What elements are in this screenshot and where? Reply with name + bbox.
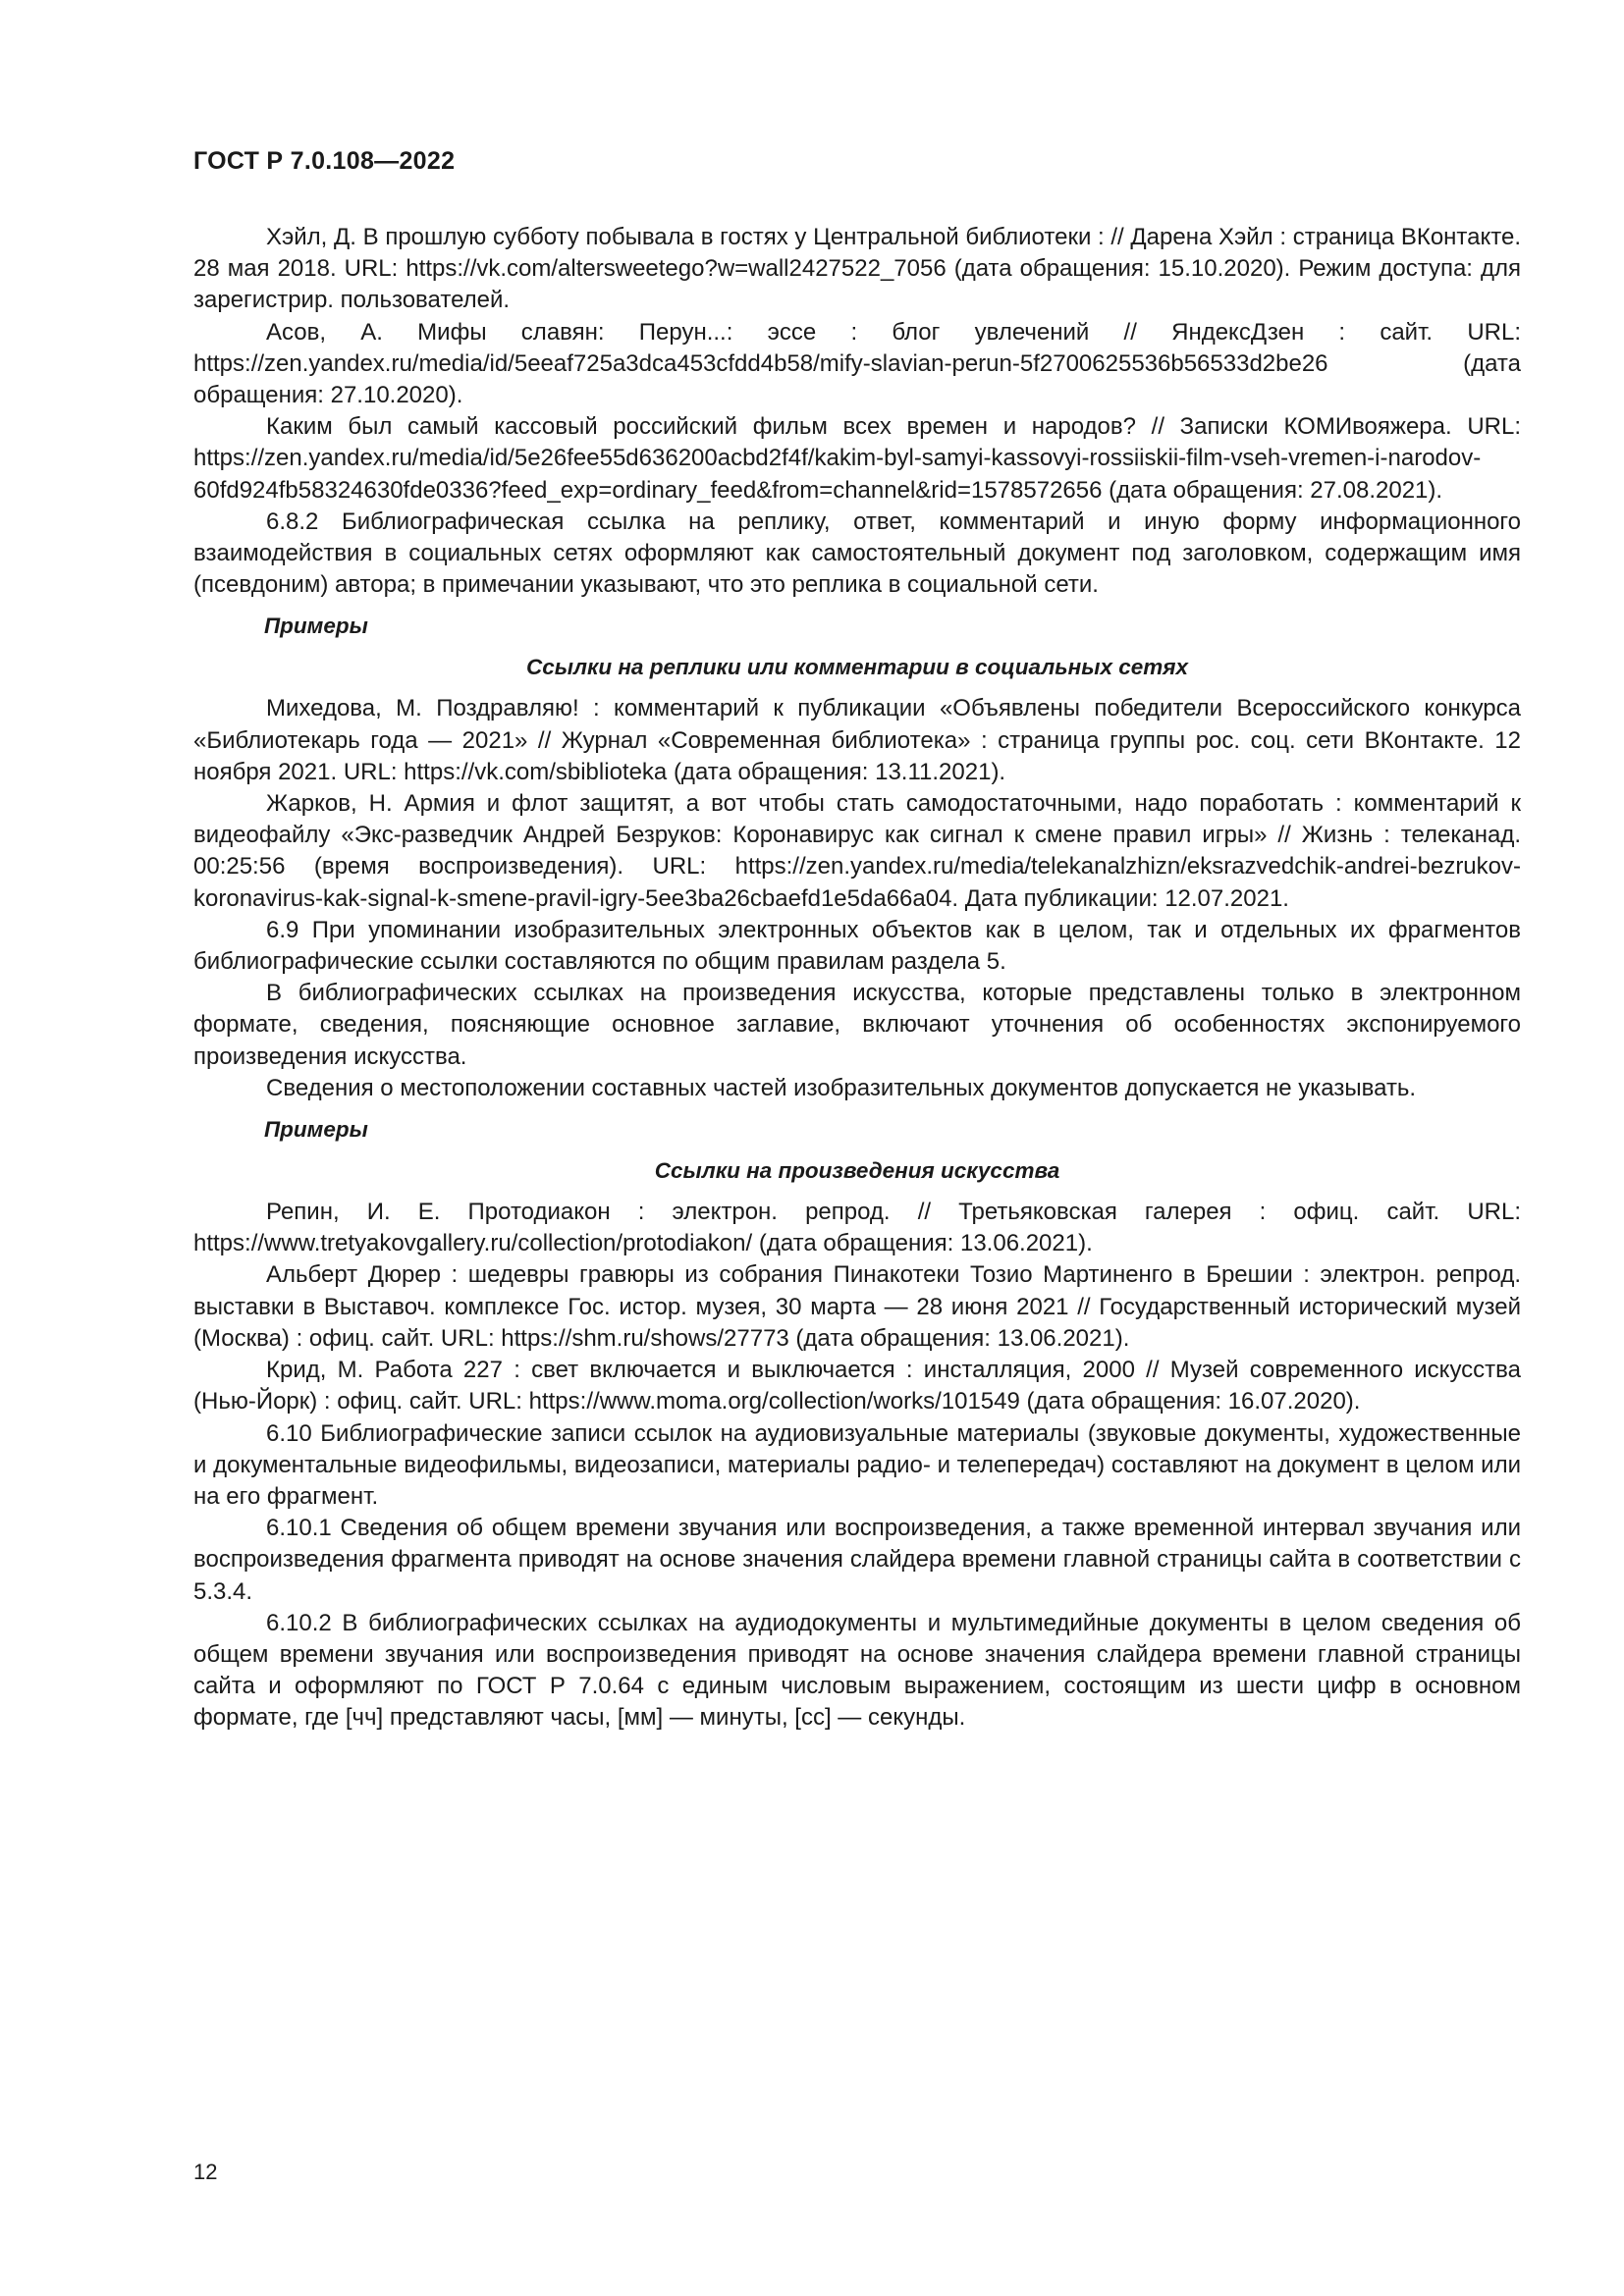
examples-label: Примеры (264, 614, 368, 639)
page-number: 12 (193, 2160, 218, 2184)
examples-label: Примеры (264, 1117, 368, 1143)
examples-title: Ссылки на реплики или комментарии в социальных сетях (525, 655, 1189, 680)
citation-paragraph: Репин, И. Е. Протодиакон : электрон. репрод. // Третьяковская галерея : офиц. сайт. URL: https://www.tretyakovgallery.ru/collection/protodiakon/ (дата обращения: 13.06.2021). (193, 1199, 1521, 1257)
document-header: ГОСТ Р 7.0.108—2022 (193, 147, 456, 175)
citation-paragraph: Жарков, Н. Армия и флот защитят, а вот чтобы стать самодостаточными, надо поработать : комментарий к видеофайлу «Экс-разведчик Андрей Безруков: Коронавирус как сигнал к смене правил игры» // Жизнь : телеканад. 00:25:56 (время воспроизведения). URL: https://zen.yandex.ru/media/telekanalzhizn/eksrazvedchik-andrei-bezrukov-koronavirus-kak-signal-k-smene-pravil-igry-5ee3ba26cbaefd1e5da66a04. Дата публикации: 12.07.2021. (193, 790, 1521, 912)
section-paragraph: Сведения о местоположении составных частей изобразительных документов допускается не указывать. (266, 1074, 1417, 1101)
citation-paragraph: Хэйл, Д. В прошлую субботу побывала в гостях у Центральной библиотеки : // Дарена Хэйл : страница ВКонтакте. 28 мая 2018. URL: https://vk.com/altersweetego?w=wall2427522_7056 (дата обращения: 15.10.2020). Режим доступа: для зарегистрир. пользователей. (193, 224, 1521, 314)
examples-title: Ссылки на произведения искусства (654, 1158, 1060, 1184)
citation-paragraph: Михедова, М. Поздравляю! : комментарий к публикации «Объявлены победители Всероссийского конкурса «Библиотекарь года — 2021» // Журнал «Современная библиотека» : страница группы рос. соц. сети ВКонтакте. 12 ноября 2021. URL: https://vk.com/sbiblioteka (дата обращения: 13.11.2021). (193, 695, 1521, 785)
document-body (193, 222, 1521, 1735)
citation-paragraph: Альберт Дюрер : шедевры гравюры из собрания Пинакотеки Тозио Мартиненго в Брешии : электрон. репрод. выставки в Выставоч. комплексе Гос. истор. музея, 30 марта — 28 июня 2021 // Государственный исторический музей (Москва) : офиц. сайт. URL: https://shm.ru/shows/27773 (дата обращения: 13.06.2021). (193, 1261, 1521, 1352)
section-paragraph: В библиографических ссылках на произведения искусства, которые представлены только в электронном формате, сведения, поясняющие основное заглавие, включают уточнения об особенностях экспонируемого произведения искусства. (193, 980, 1521, 1070)
citation-paragraph: Асов, А. Мифы славян: Перун...: эссе : блог увлечений // ЯндексДзен : сайт. URL: https://zen.yandex.ru/media/id/5eeaf725a3dca453cfdd4b58/mify-slavian-perun-5f2700625536b56533d2be26 (дата обращения: 27.10.2020). (193, 318, 1521, 409)
section-paragraph: 6.10.1 Сведения об общем времени звучания или воспроизведения, а также временной интервал звучания или воспроизведения фрагмента приводят на основе значения слайдера времени главной страницы сайта в соответствии с 5.3.4. (193, 1515, 1521, 1605)
section-paragraph: 6.8.2 Библиографическая ссылка на реплику, ответ, комментарий и иную форму информационного взаимодействия в социальных сетях оформляют как самостоятельный документ под заголовком, содержащим имя (псевдоним) автора; в примечании указывают, что это реплика в социальной сети. (193, 507, 1521, 599)
citation-paragraph: Крид, М. Работа 227 : свет включается и выключается : инсталляция, 2000 // Музей современного искусства (Нью-Йорк) : офиц. сайт. URL: https://www.moma.org/collection/works/101549 (дата обращения: 16.07.2020). (193, 1357, 1521, 1415)
section-paragraph: 6.10 Библиографические записи ссылок на аудиовизуальные материалы (звуковые документы, художественные и документальные видеофильмы, видеозаписи, материалы радио- и телепередач) составляют на документ в целом или на его фрагмент. (193, 1419, 1521, 1510)
section-paragraph: 6.10.2 В библиографических ссылках на аудиодокументы и мультимедийные документы в целом сведения об общем времени звучания или воспроизведения приводят на основе значения слайдера времени главной страницы сайта и оформляют по ГОСТ Р 7.0.64 с единым числовым выражением, состоящим из шести цифр в основном формате, где [чч] представляют часы, [мм] — минуты, [сс] — секунды. (193, 1609, 1521, 1732)
section-paragraph: 6.9 При упоминании изобразительных электронных объектов как в целом, так и отдельных их фрагментов библиографические ссылки составляются по общим правилам раздела 5. (193, 916, 1521, 976)
citation-paragraph: Каким был самый кассовый российский фильм всех времен и народов? // Записки КОМИвояжера. URL: https://zen.yandex.ru/media/id/5e26fee55d636200acbd2f4f/kakim-byl-samyi-kassovyi-rossiiskii-film-vseh-vremen-i-narodov-60fd924fb58324630fde0336?feed_exp=ordinary_feed&from=channel&rid=1578572656 (дата обращения: 27.08.2021). (193, 413, 1521, 504)
